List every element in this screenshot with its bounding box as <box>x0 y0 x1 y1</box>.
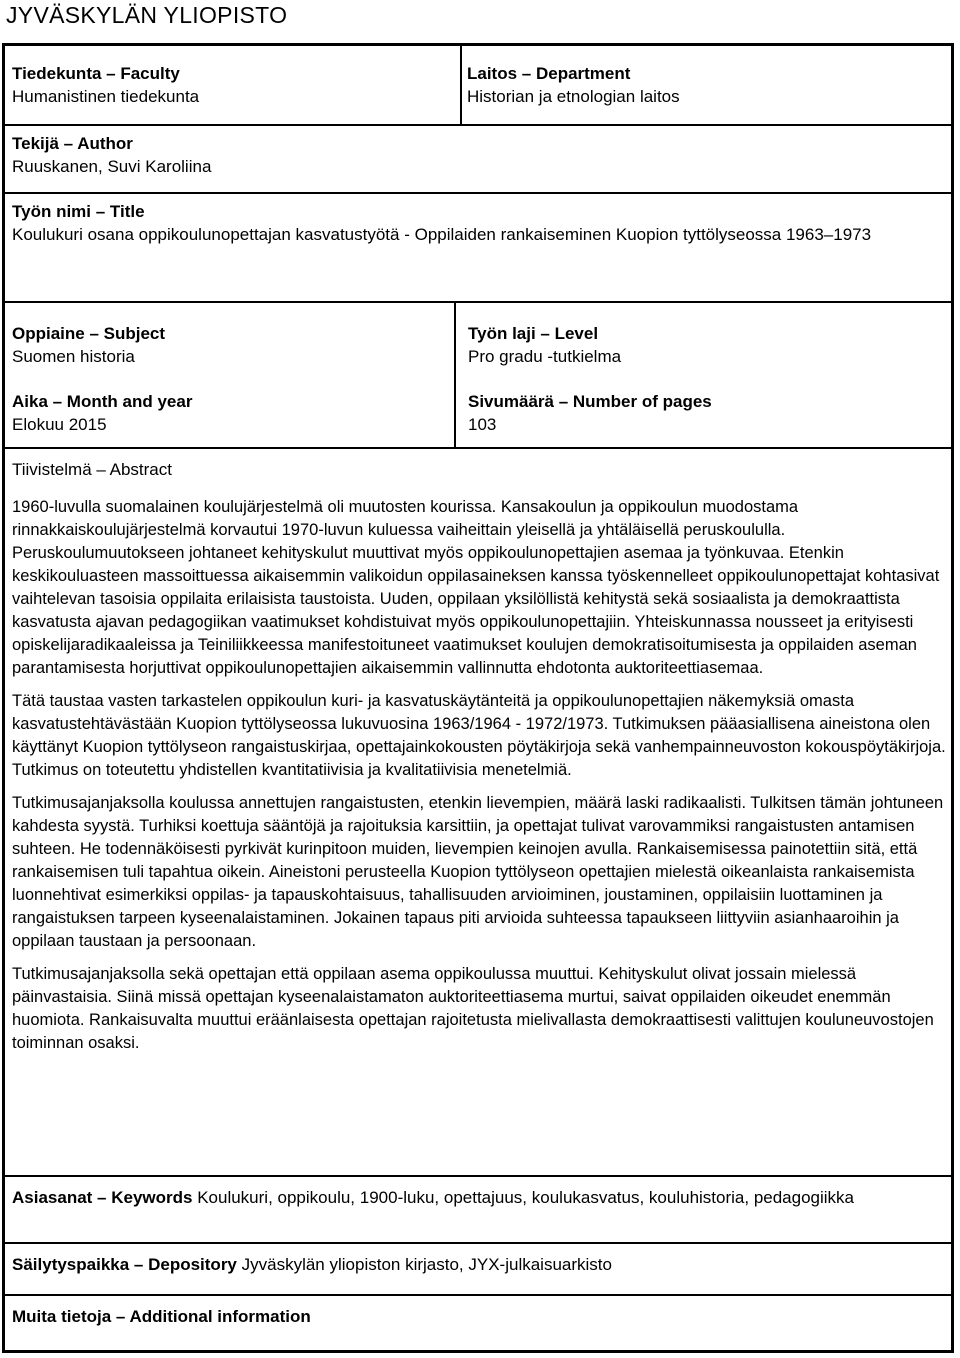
divider <box>5 124 951 126</box>
divider <box>5 192 951 194</box>
depository-label: Säilytyspaikka – Depository <box>12 1255 237 1274</box>
department-cell <box>467 62 680 108</box>
level-cell <box>468 322 621 368</box>
pages-value: 103 <box>468 415 497 434</box>
author-value: Ruuskanen, Suvi Karoliina <box>12 157 212 176</box>
pages-label: Sivumäärä – Number of pages <box>468 392 712 411</box>
faculty-label: Tiedekunta – Faculty <box>12 64 180 83</box>
faculty-value: Humanistinen tiedekunta <box>12 87 200 106</box>
date-value: Elokuu 2015 <box>12 415 107 434</box>
university-name: JYVÄSKYLÄN YLIOPISTO <box>6 2 288 28</box>
depository-cell <box>12 1253 942 1276</box>
department-value: Historian ja etnologian laitos <box>467 87 680 106</box>
abstract-paragraph: Tutkimusajanjaksolla sekä opettajan että oppilaan asema oppikoulussa muuttui. Kehityskulut olivat jossain mielessä päinvastaisia. Siinä missä opettajan kyseenalaistamaton auktoriteettiasema murtui, saivat oppilaiden oikeudet enemmän huomiota. Rankaisuvalta muuttui eräänlaisesta opettajan rajoitetusta mielivallasta demokraattisesti valittujen kouluneuvostojen toiminnan osaksi. <box>12 965 934 1052</box>
divider <box>5 301 951 303</box>
title-value: Koulukuri osana oppikoulunopettajan kasvatustyötä - Oppilaiden rankaiseminen Kuopion tyttölyseossa 1963–1973 <box>12 225 872 244</box>
abstract-paragraph: 1960-luvulla suomalainen koulujärjestelmä oli muutosten kourissa. Kansakoulun ja oppikoulun muodostama rinnakkaiskoulujärjestelmä korvautui 1970-luvun kuluessa vaiheittain yleisellä ja yhtäläisellä peruskoululla. Peruskoulumuutokseen johtaneet kehityskulut muuttivat myös oppikoulunopettajien asemaa ja työnkuvaa. Etenkin keskikouluasteen massoittuessa aikaisemmin valikoidun oppilasaineksen kanssa työskennelleet oppikoulunopettajat kohtasivat vaihtelevan tasoisia oppilaita erilaisista taustoista. Uuden, oppilaan yksilöllistä kehitystä sekä sosiaalista ja demokraattista kasvatusta ajavan pedagogiikan vaatimukset kohdistuivat myös oppikoulunopettajiin. Yhteiskunnassa nousseet ja erityisesti opiskelijaradikaaleissa ja Teiniliikkeessa manifestoituneet vaatimukset koulujen demokratisoitumisesta ja oppilaiden aseman parantamisesta horjuttivat oppikoulunopettajien aikaisemmin vallinnutta ehdotonta auktoriteettiasemaa. <box>12 498 940 677</box>
abstract-body <box>12 496 947 1065</box>
divider <box>5 447 951 449</box>
title-label: Työn nimi – Title <box>12 202 145 221</box>
keywords-value: Koulukuri, oppikoulu, 1900-luku, opettajuus, koulukasvatus, kouluhistoria, pedagogiikka <box>197 1188 855 1207</box>
divider <box>5 1294 951 1296</box>
date-cell <box>12 390 192 436</box>
date-label: Aika – Month and year <box>12 392 193 411</box>
pages-cell <box>468 390 712 436</box>
keywords-cell <box>12 1186 942 1209</box>
additional-info-label: Muita tietoja – Additional information <box>12 1307 311 1326</box>
abstract-paragraph: Tutkimusajanjaksolla koulussa annettujen rangaistusten, etenkin lievempien, määrä laski radikaalisti. Tulkitsen tämän johtuneen kahdesta syystä. Turhiksi koettuja sääntöjä ja rajoituksia karsittiin, ja opettajat tulivat varovammiksi rangaistusten antamisen suhteen. He todennäköisesti pyrkivät kurinpitoon muiden, lievempien keinojen avulla. Rankaisemisessa painotettiin sitä, että rankaisemisen tuli tapahtua oikein. Aineistoni perusteella Kuopion tyttölyseon opettajien mielestä oikeanlaista rankaisemista luonnehtivat esimerkiksi oppilas- ja tapauskohtaisuus, tahallisuuden arvioiminen, joustaminen, oppilaisiin luottaminen ja rangaistuksen tarpeen kyseenalaistaminen. Jokainen tapaus piti arvioida suhteessa tapaukseen liittyviin asianhaaroihin ja oppilaan taustaan ja persoonaan. <box>12 794 944 950</box>
abstract-paragraph: Tätä taustaa vasten tarkastelen oppikoulun kuri- ja kasvatuskäytänteitä ja oppikoulunopettajien näkemyksiä omasta kasvatustehtävästään Kuopion tyttölyseossa lukuvuosina 1963/1964 - 1972/1973. Tutkimuksen pääasiallisena aineistona olen käyttänyt Kuopion tyttölyseon rangaistuskirjaa, opettajainkokousten pöytäkirjoja sekä vanhempainneuvoston kokouspöytäkirjoja. Tutkimus on toteutettu yhdistellen kvantitatiivisia ja kvalitatiivisia menetelmiä. <box>12 692 946 779</box>
author-label: Tekijä – Author <box>12 134 133 153</box>
author-cell <box>12 132 211 178</box>
abstract-label: Tiivistelmä – Abstract <box>12 460 172 479</box>
level-label: Työn laji – Level <box>468 324 599 343</box>
divider <box>460 46 462 124</box>
title-cell <box>12 200 932 246</box>
additional-info-cell <box>12 1305 942 1328</box>
level-value: Pro gradu -tutkielma <box>468 347 622 366</box>
divider <box>454 301 456 447</box>
divider <box>5 1242 951 1244</box>
subject-label: Oppiaine – Subject <box>12 324 166 343</box>
faculty-cell <box>12 62 199 108</box>
keywords-label: Asiasanat – Keywords <box>12 1188 193 1207</box>
divider <box>5 1175 951 1177</box>
abstract-form <box>2 43 954 1353</box>
department-label: Laitos – Department <box>467 64 631 83</box>
depository-value: Jyväskylän yliopiston kirjasto, JYX-julkaisuarkisto <box>241 1255 612 1274</box>
subject-cell <box>12 322 165 368</box>
subject-value: Suomen historia <box>12 347 135 366</box>
